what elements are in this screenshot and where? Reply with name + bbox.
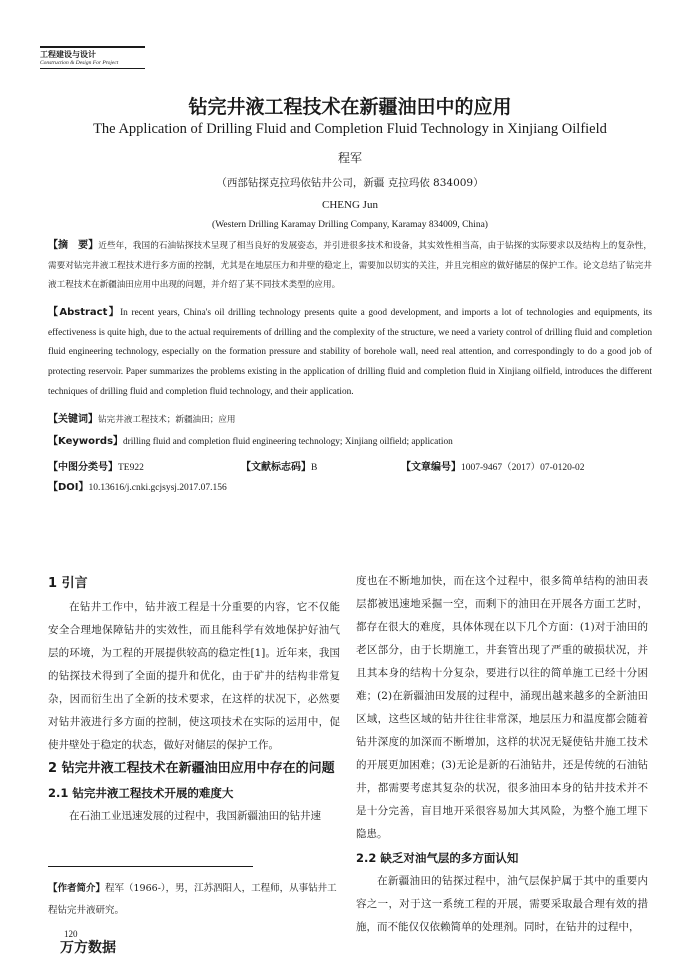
abstract-en-text: In recent years, China's oil drilling technology presents quite a good development, and imports a lot of technologies and equipments, its effectiveness is quite high, due to the actual requirements of drilling and the complexity of the structure, we need a variety control of drilling fluid and completion fluid engineering technology, especially on the formation pressure and stability of borehole wall, need real attention, and correspondingly to do a good job of protecting reservoir. Paper summarizes the problems existing in the application of drilling fluid and completion fluid in Xinjiang oilfield, introduces the different techniques of drilling fluid and completion fluid technology, and their application. (48, 308, 652, 397)
keywords-cn-text: 钻完井液工程技术；新疆油田；应用 (98, 415, 236, 425)
doi-value: 10.13616/j.cnki.gcjsysj.2017.07.156 (88, 483, 227, 493)
clc (48, 458, 144, 473)
paragraph-intro: 在钻井工作中，钻井液工程是十分重要的内容，它不仅能安全合理地保障钻井的实效性，而且能科学有效地保护好油气层的环境，为工程的开展提供较高的稳定性[1]。近年来，我国的钻探技术得到了全面的提升和优化，由于矿井的结构非常复杂，因而衍生出了全新的技术要求，在这样的状况下，必然要对钻井液进行多方面的控制，使这项技术在实际的运用中，促使井壁处于稳定的状态，做好对储层的保护工作。 (48, 601, 340, 751)
section-heading-problems: 2 钻完井液工程技术在新疆油田应用中存在的问题 (48, 761, 335, 776)
affiliation-en: (Western Drilling Karamay Drilling Company, Karamay 834009, China) (212, 220, 488, 230)
abstract-en-label: 【Abstract】 (48, 307, 121, 318)
article-number (401, 458, 585, 473)
keywords-cn (48, 410, 652, 431)
author-en: CHENG Jun (322, 199, 378, 211)
abstract-en (48, 303, 652, 403)
keywords-cn-label: 【关键词】 (48, 414, 98, 425)
page-number: 120 (64, 929, 78, 939)
footnote-text: 程军（1966-），男，江苏泗阳人，工程师，从事钻井工程钻完井液研究。 (48, 883, 337, 916)
clc-label: 【中图分类号】 (48, 462, 118, 473)
clc-value: TE922 (118, 463, 144, 473)
title-cn: 钻完井液工程技术在新疆油田中的应用 (188, 96, 512, 118)
keywords-en-label: 【Keywords】 (48, 436, 124, 447)
author-footnote (48, 878, 340, 922)
paragraph-2-1: 在石油工业迅速发展的过程中，我国新疆油田的钻井速 (69, 810, 321, 822)
abstract-cn-text: 近些年，我国的石油钻探技术呈现了相当良好的发展姿态，并引进很多技术和设备，其实效性相当高，由于钻探的实际要求以及结构上的复杂性，需要对钻完井液工程技术进行多方面的控制，尤其是在地层压力和井壁的稳定上，需要加以切实的关注，并且完相应的做好储层的保护工作。论文总结了钻完井液工程技术在新疆油田应用中出现的问题，并介绍了某不同技术类型的应用。 (48, 241, 652, 291)
journal-name-cn: 工程建设与设计 (40, 50, 96, 59)
keywords-en-text: drilling fluid and completion fluid engineering technology; Xinjiang oilfield; application (123, 437, 453, 447)
section-heading-intro: 1 引言 (48, 576, 88, 591)
article-number-value: 1007-9467（2017）07-0120-02 (461, 463, 585, 473)
abstract-cn-label: 【摘 要】 (48, 240, 99, 251)
doc-code-value: B (311, 463, 318, 473)
paragraph-2-2: 在新疆油田的钻探过程中，油气层保护属于其中的重要内容之一，对于这一系统工程的开展，需要采取最合理有效的措施，而不能仅仅依赖简单的处理剂。同时，在钻井的过程中， (356, 875, 648, 933)
wanfang-logo: 万方数据 (60, 940, 116, 956)
abstract-cn (48, 236, 652, 296)
doi-label: 【DOI】 (48, 482, 89, 493)
keywords-en (48, 432, 652, 453)
left-column (48, 572, 340, 828)
right-column (356, 570, 648, 939)
subsection-heading-2-1: 2.1 钻完井液工程技术开展的难度大 (48, 786, 234, 800)
classification-row (48, 458, 652, 476)
article-number-label: 【文章编号】 (401, 462, 461, 473)
footnote-label: 【作者简介】 (48, 883, 106, 894)
doi (48, 478, 227, 493)
subsection-heading-2-2: 2.2 缺乏对油气层的多方面认知 (356, 851, 519, 865)
journal-masthead (40, 46, 145, 69)
journal-name-en: Construction & Design For Project (40, 60, 119, 66)
doc-code-label: 【文献标志码】 (241, 462, 311, 473)
doc-code (241, 458, 317, 473)
title-en: The Application of Drilling Fluid and Completion Fluid Technology in Xinjiang Oilfield (93, 121, 607, 137)
affiliation-cn: （西部钻探克拉玛依钻井公司，新疆 克拉玛依 834009） (216, 177, 484, 189)
paragraph-2-1-continued: 度也在不断地加快，而在这个过程中，很多简单结构的油田表层都被迅速地采掘一空，而剩下的油田在开展各方面工艺时，都存在很大的难度，具体体现在以下几个方面：(1)对于油田的老区部分，由于长期施工，井套管出现了严重的破损状况，并且其本身的结构十分复杂，要进行以往的简单施工已经十分困难；(2)在新疆油田发展的过程中，涌现出越来越多的全新油田区域，这些区域的钻井往往非常深，地层压力和温度都会随着钻井深度的加深而不断增加，这样的状况无疑使钻井施工技术的开展更加困难；(3)无论是新的石油钻井，还是传统的石油钻井，都需要考虑其复杂的状况，很多油田本身的钻井技术并不是十分完善，盲目地开采很容易加大其风险，为整个施工埋下隐患。 (356, 575, 648, 840)
footnote-divider (48, 866, 253, 867)
author-cn: 程军 (337, 151, 362, 165)
